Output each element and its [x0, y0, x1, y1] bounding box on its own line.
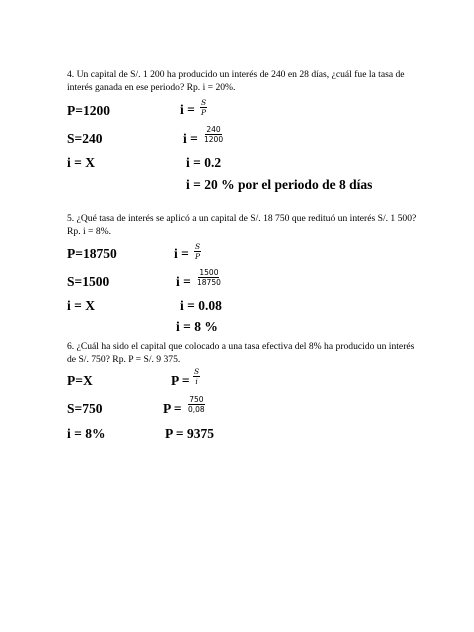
- formula-p-s-over-i: P = $\frac{S}{i}$: [171, 367, 200, 388]
- problem-6-statement: 6. ¿Cuál ha sido el capital que colocado a una tasa efectiva del 8% ha producido un interés de S/. 750? Rp. P = S/. 9 375.: [67, 341, 415, 365]
- fraction: $\frac{S}{i}$: [194, 367, 200, 386]
- substitution: i = $\frac{240}{1200}$: [183, 125, 224, 146]
- given-i: i = X: [67, 298, 95, 313]
- problem-5-statement: 5. ¿Qué tasa de interés se aplicó a un capital de S/. 18 750 que redituó un interés S/. 1 500? Rp. i = 8%.: [67, 213, 417, 237]
- given-s: S=240: [67, 131, 103, 146]
- result-decimal: i = 0.2: [186, 155, 222, 170]
- result-percent: i = 20 % por el periodo de 8 días: [186, 177, 373, 192]
- result-percent: i = 8 %: [176, 319, 218, 334]
- formula-i-s-over-p: i = $\frac{S}{P}$: [180, 98, 207, 117]
- given-i: i = 8%: [67, 426, 106, 441]
- result-capital: P = 9375: [165, 426, 214, 441]
- given-s: S=750: [67, 401, 103, 416]
- result-decimal: i = 0.08: [180, 298, 222, 313]
- fraction: $\frac{240}{1200}$: [204, 125, 224, 144]
- given-p: P=1200: [67, 103, 110, 118]
- substitution: P = $\frac{750}{0,08}$: [163, 395, 205, 416]
- fraction: $\frac{750}{0,08}$: [188, 395, 205, 414]
- fraction: $\frac{1500}{18750}$: [197, 268, 221, 287]
- given-s: S=1500: [67, 274, 110, 289]
- given-i: i = X: [67, 155, 95, 170]
- problem-4-statement: 4. Un capital de S/. 1 200 ha producido un interés de 240 en 28 días, ¿cuál fue la tasa de interés ganada en ese periodo? Rp. i = 20%.: [67, 69, 405, 93]
- given-p: P=X: [67, 373, 93, 388]
- fraction: $\frac{S}{P}$: [195, 242, 201, 261]
- formula-i-s-over-p: i = $\frac{S}{P}$: [174, 242, 201, 261]
- substitution: i = $\frac{1500}{18750}$: [176, 268, 221, 289]
- given-p: P=18750: [67, 246, 117, 261]
- fraction: $\frac{S}{P}$: [201, 98, 207, 117]
